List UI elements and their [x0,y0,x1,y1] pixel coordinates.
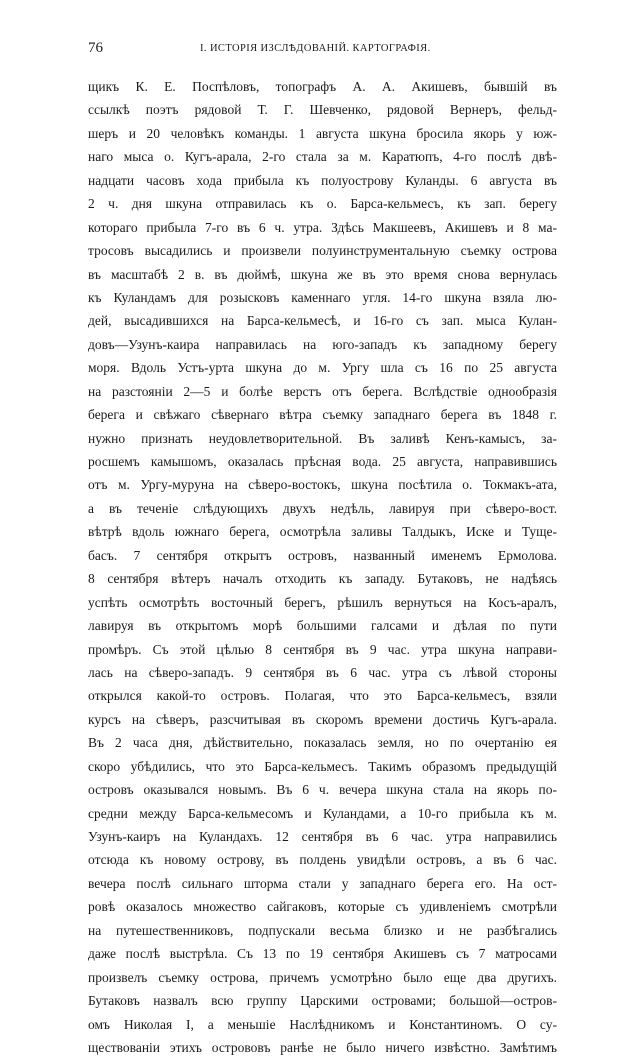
text-line: котораго прибыла 7-го въ 6 ч. утра. Здѣсь Макшеевъ, Акишевъ и 8 ма- [88,219,557,235]
text-line: нужно признать неудовлетворительной. Въ заливѣ Кенъ-камысъ, за- [88,430,557,446]
text-line: открылся какой-то островъ. Полагая, что это Барса-кельмесъ, взяли [88,688,557,704]
page-header [88,40,577,60]
text-line: ссылкѣ поэтъ рядовой Т. Г. Шевченко, рядовой Вернеръ, фельд- [88,102,557,118]
text-line: ществованіи этихъ острововъ ранѣе не было ничего извѣстно. Замѣтимъ [88,1039,557,1055]
text-line: наго мыса о. Кугъ-арала, 2-го стала за м. Каратюпъ, 4-го послѣ двѣ- [88,149,557,165]
text-line: росшемъ камышомъ, оказалась прѣсная вода. 25 августа, направившись [88,454,557,469]
body-text [88,75,557,1059]
text-line: надцати часовъ хода прибыла къ полуострову Куланды. 6 августа въ [88,172,557,188]
text-line: вечера послѣ сильнаго шторма стали у западнаго берега его. На ост- [88,875,557,891]
text-line: Бутаковъ назвалъ всю группу Царскими островами; большой—остров- [88,993,557,1009]
text-line: лась на сѣверо-западъ. 9 сентября въ 6 час. утра съ лѣвой стороны [88,664,557,680]
text-line: омъ Николая I, а меньшіе Наслѣдникомъ и Константиномъ. О су- [88,1016,557,1032]
text-line: отсюда къ новому острову, въ полдень увидѣли островъ, а въ 6 час. [88,852,557,868]
text-line: успѣть осмотрѣть восточный берегъ, рѣшилъ вернуться на Косъ-аралъ, [88,594,557,610]
text-line: а въ теченіе слѣдующихъ двухъ недѣль, лавируя при сѣверо-вост. [88,500,557,516]
text-line: скоро убѣдились, что это Барса-кельмесъ. Такимъ образомъ предыдущій [88,758,557,774]
text-line: довъ—Узунъ-каира направилась на юго-западъ къ западному берегу [88,336,557,352]
running-title: I. ИСТОРІЯ ИЗСЛѢДОВАНІЙ. КАРТОГРАФІЯ. [200,43,431,54]
text-line: въ масштабѣ 2 в. въ дюймѣ, шкуна же въ это время снова вернулась [88,266,557,282]
text-line: Узунъ-каиръ на Куландахъ. 12 сентября въ 6 час. утра направились [88,829,557,844]
text-line: ровѣ оказалось множество сайгаковъ, которые съ удивленіемъ смотрѣли [88,899,557,915]
text-line: щикъ К. Е. Поспѣловъ, топографъ А. А. Акишевъ, бывшій въ [88,79,557,94]
text-line: на разстояніи 2—5 и болѣе верстъ отъ берега. Вслѣдствіе однообразія [88,383,557,399]
text-line: басъ. 7 сентября открытъ островъ, названный именемъ Ермолова. [88,547,557,563]
text-line: произвелъ съемку острова, причемъ усмотрѣно было еще два другихъ. [88,969,557,985]
text-line: 2 ч. дня шкуна отправилась къ о. Барса-кельмесъ, къ зап. берегу [88,196,557,212]
text-line: промѣръ. Съ этой цѣлью 8 сентября въ 9 час. утра шкуна направи- [88,641,557,657]
text-line: даже послѣ выстрѣла. Съ 13 по 19 сентября Акишевъ съ 7 матросами [88,946,557,962]
text-line: берега и свѣжаго сѣвернаго вѣтра съемку западнаго берега въ 1848 г. [88,407,557,423]
text-line: 8 сентября вѣтеръ началъ отходить къ западу. Бутаковъ, не надѣясь [88,571,557,587]
text-line: Въ 2 часа дня, дѣйствительно, показалась земля, но по очертанію ея [88,735,557,751]
text-line: на путешественниковъ, подпускали весьма близко и не разбѣгались [88,922,557,938]
page-number: 76 [88,40,103,56]
text-line: средни между Барса-кельмесомъ и Куландами, а 10-го прибыла къ м. [88,805,557,821]
text-line: шеръ и 20 человѣкъ команды. 1 августа шкуна бросила якорь у юж- [88,125,557,141]
text-line: курсъ на сѣверъ, разсчитывая въ скоромъ времени достичь Кугъ-арала. [88,711,557,727]
text-line: островъ оказывался новымъ. Въ 6 ч. вечера шкуна стала на якорь по- [88,782,557,798]
text-line: лавируя въ открытомъ морѣ большими галсами и дѣлая по пути [88,618,557,634]
text-line: вѣтрѣ вдоль южнаго берега, осмотрѣла заливы Талдыкъ, Иске и Туще- [88,524,557,540]
text-line: къ Куландамъ для розысковъ каменнаго угля. 14-го шкуна взяла лю- [88,289,557,305]
text-line: отъ м. Ургу-муруна на сѣверо-востокъ, шкуна посѣтила о. Токмакъ-ата, [88,477,557,493]
text-line: дей, высадившихся на Барса-кельмесѣ, и 16-го съ зап. мыса Кулан- [88,313,557,329]
text-line: тросовъ высадились и произвели полуинструментальную съемку острова [88,243,557,259]
text-line: моря. Вдоль Устъ-урта шкуна до м. Ургу шла съ 16 по 25 августа [88,360,557,376]
